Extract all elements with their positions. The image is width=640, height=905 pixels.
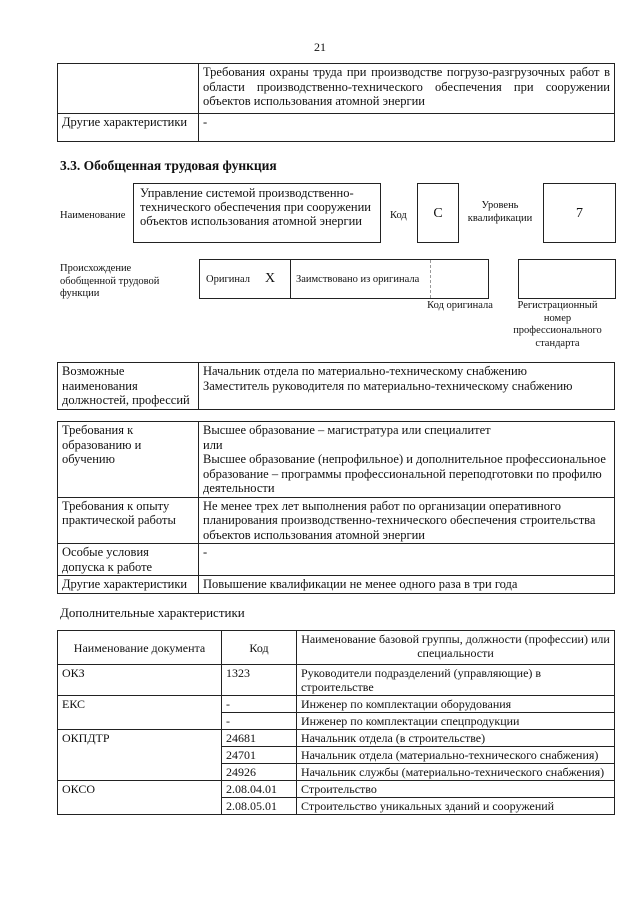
top-table — [57, 63, 615, 142]
section-title: 3.3. Обобщенная трудовая функция — [60, 158, 277, 173]
docs-cell-name: Инженер по комплектации оборудования — [297, 696, 615, 713]
borrowed-label: Заимствовано из оригинала — [296, 274, 420, 285]
docs-cell-doc: ОКПДТР — [58, 730, 222, 781]
docs-cell-doc: ОКСО — [58, 781, 222, 815]
docs-header-doc: Наименование документа — [58, 631, 222, 665]
origin-divider-dashed — [430, 260, 431, 298]
top-table-label: Другие характеристики — [58, 114, 199, 142]
docs-cell-name: Строительство — [297, 781, 615, 798]
req-experience-label: Требования к опыту практической работы — [58, 497, 199, 544]
req-education-value — [199, 422, 615, 498]
code-label: Код — [390, 210, 407, 221]
req-line: Высшее образование – магистратура или специалитет — [203, 423, 491, 437]
origin-label: Происхождение обобщенной трудовой функции — [60, 263, 160, 299]
function-name: Управление системой производственно-технического обеспечения при сооружении объектов использования атомной энергии — [133, 183, 381, 243]
docs-cell-doc: ОКЗ — [58, 665, 222, 696]
docs-cell-name: Инженер по комплектации спецпродукции — [297, 713, 615, 730]
docs-cell-code: 24681 — [222, 730, 297, 747]
original-mark: X — [265, 271, 276, 286]
positions-label: Возможные наименования должностей, профессий — [58, 363, 199, 410]
original-label: Оригинал — [206, 274, 250, 285]
name-label: Наименование — [60, 210, 126, 221]
docs-cell-code: 2.08.05.01 — [222, 798, 297, 815]
req-experience-value: Не менее трех лет выполнения работ по организации оперативного планирования производственно-технического обеспечения строительства объектов использования атомной энергии — [199, 497, 615, 544]
qualification-level: 7 — [543, 183, 616, 243]
req-line: Высшее образование (непрофильное) и дополнительное профессиональное образование – программы профессиональной переподготовки по профилю деятельности — [203, 452, 606, 495]
req-education-label: Требования к образованию и обучению — [58, 422, 199, 498]
docs-cell-code: - — [222, 713, 297, 730]
positions-table — [57, 362, 615, 410]
docs-cell-name: Строительство уникальных зданий и сооружений — [297, 798, 615, 815]
function-code: C — [417, 183, 459, 243]
req-other-label: Другие характеристики — [58, 576, 199, 594]
level-label: Уровень квалификации — [467, 200, 533, 224]
page-number: 21 — [314, 40, 326, 54]
top-table-value: - — [199, 114, 615, 142]
req-other-value: Повышение квалификации не менее одного раза в три года — [199, 576, 615, 594]
docs-cell-name: Начальник отдела (материально-технического снабжения) — [297, 747, 615, 764]
reg-number-caption: Регистрационный номер профессионального стандарта — [513, 300, 602, 349]
reg-number-box — [518, 259, 616, 299]
top-table-requirement: Требования охраны труда при производстве погрузо-разгрузочных работ в области производственно-технического обеспечения при сооружении объектов использования атомной энергии — [199, 64, 615, 114]
position-item: Начальник отдела по материально-техническому снабжению — [203, 364, 527, 378]
docs-cell-code: 24926 — [222, 764, 297, 781]
docs-cell-name: Начальник отдела (в строительстве) — [297, 730, 615, 747]
docs-cell-name: Руководители подразделений (управляющие) в строительстве — [297, 665, 615, 696]
requirements-table — [57, 421, 615, 594]
position-item: Заместитель руководителя по материально-техническому снабжению — [203, 378, 573, 393]
top-table-empty-cell — [58, 64, 199, 114]
code-original-caption: Код оригинала — [427, 300, 493, 311]
docs-cell-code: 2.08.04.01 — [222, 781, 297, 798]
additional-title: Дополнительные характеристики — [60, 605, 245, 620]
origin-divider — [290, 260, 291, 298]
origin-box — [199, 259, 489, 299]
req-line: или — [203, 437, 223, 452]
docs-cell-doc: ЕКС — [58, 696, 222, 730]
docs-cell-name: Начальник службы (материально-технического снабжения) — [297, 764, 615, 781]
req-special-value: - — [199, 544, 615, 576]
req-special-label: Особые условия допуска к работе — [58, 544, 199, 576]
positions-values — [199, 363, 615, 410]
docs-header-name: Наименование базовой группы, должности (профессии) или специальности — [297, 631, 615, 665]
docs-header-code: Код — [222, 631, 297, 665]
docs-cell-code: 1323 — [222, 665, 297, 696]
docs-table — [57, 630, 615, 815]
docs-cell-code: - — [222, 696, 297, 713]
docs-cell-code: 24701 — [222, 747, 297, 764]
